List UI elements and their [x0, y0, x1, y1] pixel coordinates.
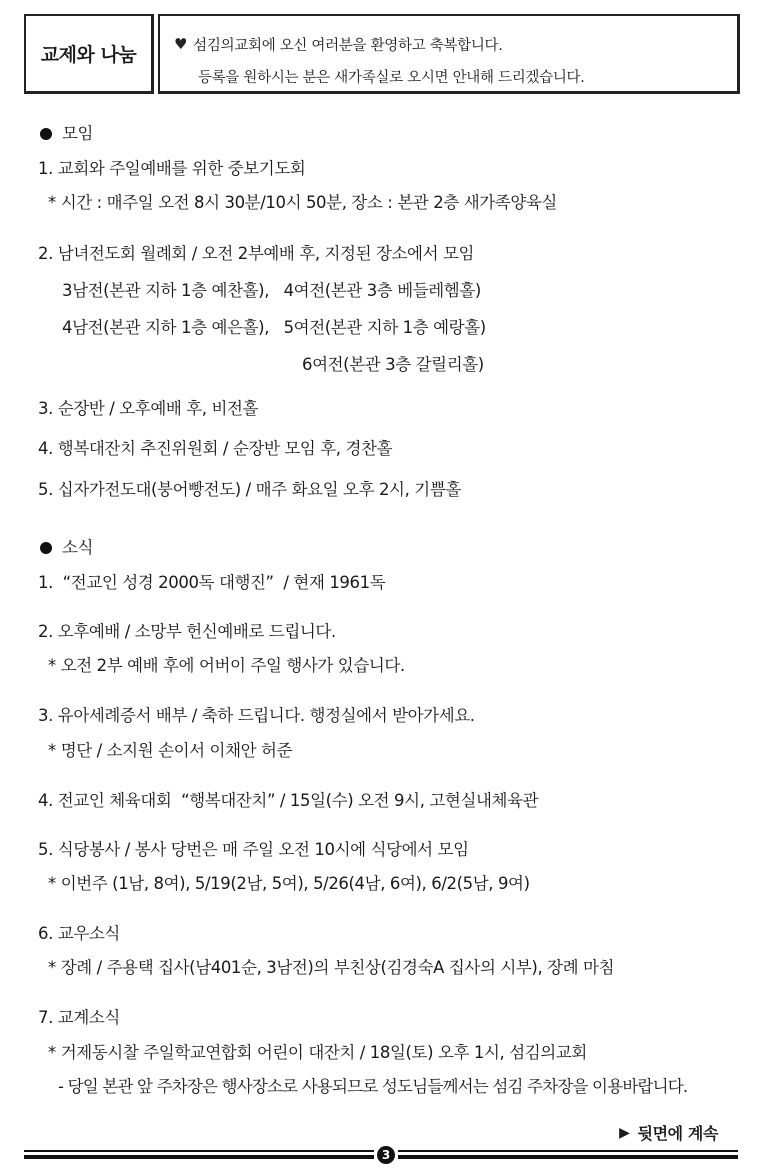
meeting-line: 4. 행복대잔치 추진위원회 / 순장반 모임 후, 경찬홀	[38, 439, 393, 458]
section-title: 교제와 나눔	[24, 14, 154, 94]
continue-text: 뒷면에 계속	[637, 1124, 718, 1143]
news-line: * 장례 / 주용택 집사(남401순, 3남전)의 부친상(김경숙A 집사의 시부), 장례 마침	[48, 958, 615, 977]
continue-label	[619, 1121, 718, 1144]
news-line: 3. 유아세례증서 배부 / 축하 드립니다. 행정실에서 받아가세요.	[38, 706, 475, 725]
heart-icon: ♥	[174, 35, 188, 53]
meeting-line: 4남전(본관 지하 1층 예은홀), 5여전(본관 지하 1층 예랑홀)	[62, 318, 486, 337]
news-line: - 당일 본관 앞 주차장은 행사장소로 사용되므로 성도님들께서는 섬김 주차장을 이용바랍니다.	[58, 1077, 688, 1096]
news-heading-text: 소식	[62, 538, 94, 557]
meeting-line: 5. 십자가전도대(붕어빵전도) / 매주 화요일 오후 2시, 기쁨홀	[38, 480, 461, 499]
news-line: * 오전 2부 예배 후에 어버이 주일 행사가 있습니다.	[48, 656, 405, 675]
header	[24, 14, 740, 96]
news-line: 7. 교계소식	[38, 1008, 120, 1027]
news-line: * 명단 / 소지원 손이서 이채안 허준	[48, 741, 293, 760]
news-line: * 거제동시찰 주일학교연합회 어린이 대잔치 / 18일(토) 오후 1시, 섬김의교회	[48, 1043, 587, 1062]
welcome-line-1-row	[174, 32, 737, 56]
news-line: 1. “전교인 성경 2000독 대행진” / 현재 1961독	[38, 573, 386, 592]
meeting-heading-text: 모임	[62, 124, 94, 143]
news-line: 6. 교우소식	[38, 924, 120, 943]
welcome-line-2: 등록을 원하시는 분은 새가족실로 오시면 안내해 드리겠습니다.	[198, 70, 585, 86]
meeting-line: 2. 남녀전도회 월례회 / 오전 2부예배 후, 지정된 장소에서 모임	[38, 244, 475, 263]
news-heading	[40, 537, 93, 559]
meeting-line: 1. 교회와 주일예배를 위한 중보기도회	[38, 159, 306, 178]
welcome-box	[158, 14, 740, 94]
news-line: 2. 오후예배 / 소망부 헌신예배로 드립니다.	[38, 622, 336, 641]
meeting-line: 6여전(본관 3층 갈릴리홀)	[302, 355, 484, 374]
footer-rule-left	[24, 1150, 374, 1159]
triangle-right-icon: ▶	[619, 1124, 630, 1141]
meeting-line: 3남전(본관 지하 1층 예찬홀), 4여전(본관 3층 베들레헴홀)	[62, 281, 481, 300]
news-line: 4. 전교인 체육대회 “행복대잔치” / 15일(수) 오전 9시, 고현실내체육관	[38, 791, 539, 810]
welcome-line-1: 섬김의교회에 오신 여러분을 환영하고 축복합니다.	[193, 37, 503, 54]
meeting-line: * 시간 : 매주일 오전 8시 30분/10시 50분, 장소 : 본관 2층 새가족양육실	[48, 193, 557, 212]
bullet-icon	[40, 542, 52, 554]
meeting-heading	[40, 123, 93, 145]
footer-rule-right	[398, 1150, 738, 1159]
page-number: 3	[377, 1146, 395, 1164]
bullet-icon	[40, 128, 52, 140]
news-line: * 이번주 (1남, 8여), 5/19(2남, 5여), 5/26(4남, 6여), 6/2(5남, 9여)	[48, 874, 530, 893]
news-line: 5. 식당봉사 / 봉사 당번은 매 주일 오전 10시에 식당에서 모임	[38, 840, 469, 859]
meeting-line: 3. 순장반 / 오후예배 후, 비전홀	[38, 399, 259, 418]
